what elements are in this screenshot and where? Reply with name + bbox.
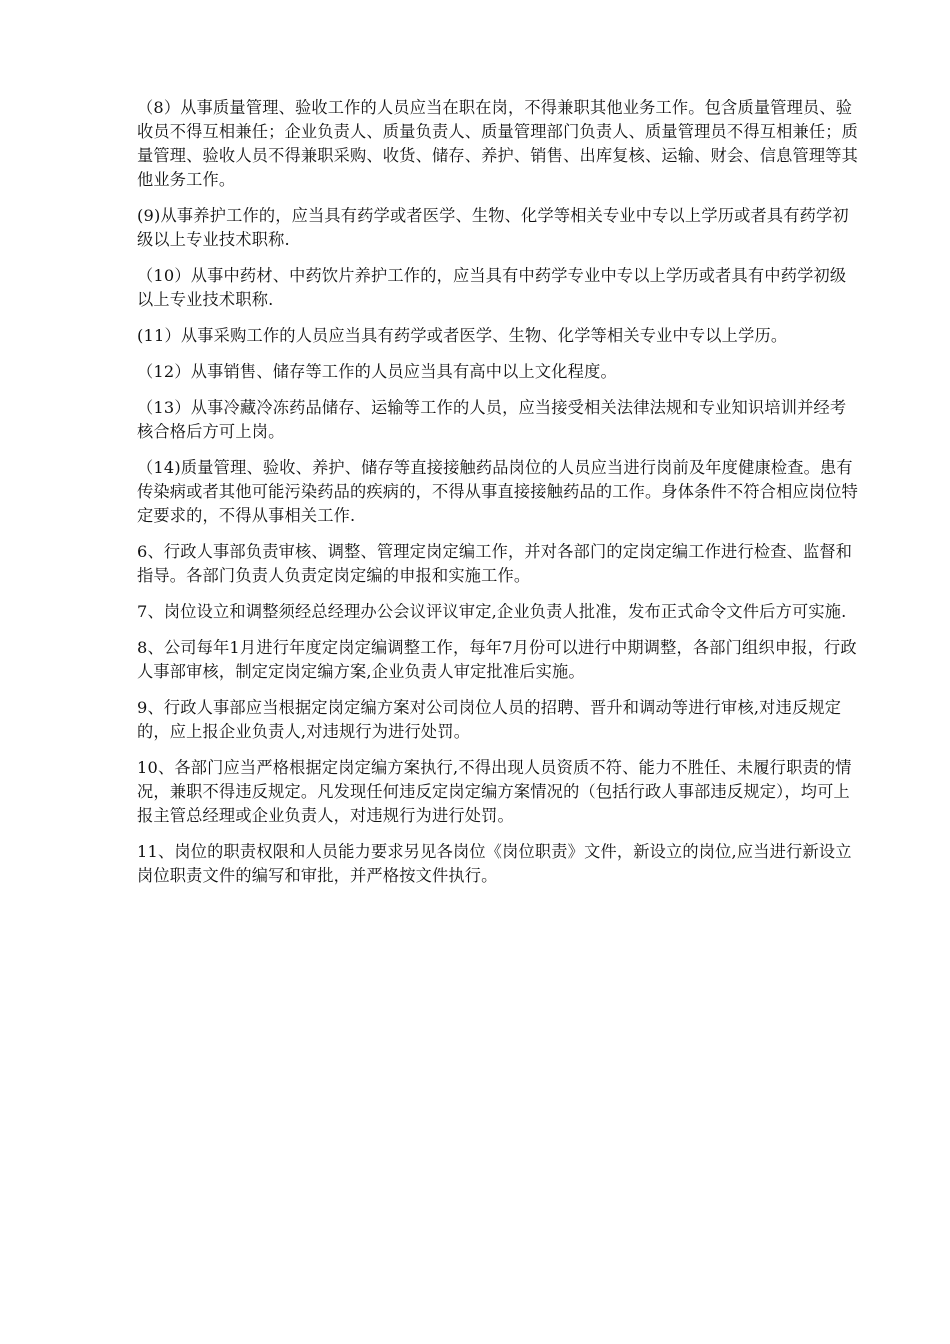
paragraph-8: （8）从事质量管理、验收工作的人员应当在职在岗，不得兼职其他业务工作。包含质量管理员、验收员不得互相兼任；企业负责人、质量负责人、质量管理部门负责人、质量管理员不得互相兼任；质量管理、验收人员不得兼职采购、收货、储存、养护、销售、出库复核、运输、财会、信息管理等其他业务工作。 [137,98,859,189]
section-6: 6、行政人事部负责审核、调整、管理定岗定编工作，并对各部门的定岗定编工作进行检查、监督和指导。各部门负责人负责定岗定编的申报和实施工作。 [137,542,853,585]
section-9: 9、行政人事部应当根据定岗定编方案对公司岗位人员的招聘、晋升和调动等进行审核,对违反规定的，应上报企业负责人,对违规行为进行处罚。 [137,698,842,741]
paragraph-11: (11）从事采购工作的人员应当具有药学或者医学、生物、化学等相关专业中专以上学历。 [137,326,788,345]
section-11: 11、岗位的职责权限和人员能力要求另见各岗位《岗位职责》文件，新设立的岗位,应当进行新设立岗位职责文件的编写和审批，并严格按文件执行。 [137,842,852,885]
section-10: 10、各部门应当严格根据定岗定编方案执行,不得出现人员资质不符、能力不胜任、未履行职责的情况，兼职不得违反规定。凡发现任何违反定岗定编方案情况的（包括行政人事部违反规定），均可上报主管总经理或企业负责人，对违规行为进行处罚。 [137,758,852,825]
section-8: 8、公司每年1月进行年度定岗定编调整工作，每年7月份可以进行中期调整，各部门组织申报，行政人事部审核，制定定岗定编方案,企业负责人审定批准后实施。 [137,638,857,681]
paragraph-14: （14)质量管理、验收、养护、储存等直接接触药品岗位的人员应当进行岗前及年度健康检查。患有传染病或者其他可能污染药品的疾病的，不得从事直接接触药品的工作。身体条件不符合相应岗位特定要求的，不得从事相关工作. [137,458,859,525]
paragraph-10: （10）从事中药材、中药饮片养护工作的，应当具有中药学专业中专以上学历或者具有中药学初级以上专业技术职称. [137,266,847,309]
paragraph-13: （13）从事冷藏冷冻药品储存、运输等工作的人员，应当接受相关法律法规和专业知识培训并经考核合格后方可上岗。 [137,398,847,441]
paragraph-12: （12）从事销售、储存等工作的人员应当具有高中以上文化程度。 [137,362,617,381]
document-body [137,96,859,900]
section-7: 7、岗位设立和调整须经总经理办公会议评议审定,企业负责人批准，发布正式命令文件后方可实施. [137,602,847,621]
paragraph-9: (9)从事养护工作的，应当具有药学或者医学、生物、化学等相关专业中专以上学历或者具有药学初级以上专业技术职称. [137,206,849,249]
